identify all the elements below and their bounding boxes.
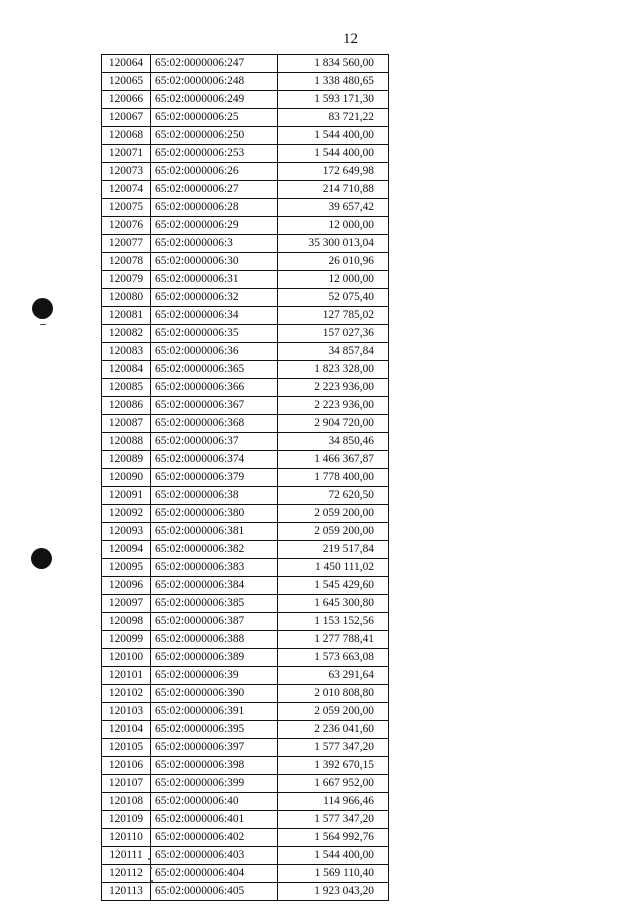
record-number-cell: 120088: [102, 433, 151, 451]
record-number-cell: 120107: [102, 775, 151, 793]
cadastral-number-cell: 65:02:0000006:29: [151, 217, 278, 235]
table-row: [102, 631, 389, 649]
scan-artifact: [151, 880, 153, 882]
cadastral-value-cell: 1 544 400,00: [278, 127, 389, 145]
cadastral-value-cell: 157 027,36: [278, 325, 389, 343]
record-number-cell: 120102: [102, 685, 151, 703]
cadastral-value-cell: 12 000,00: [278, 271, 389, 289]
cadastral-value-cell: 1 667 952,00: [278, 775, 389, 793]
record-number-cell: 120112: [102, 865, 151, 883]
record-number-cell: 120075: [102, 199, 151, 217]
cadastral-number-cell: 65:02:0000006:402: [151, 829, 278, 847]
cadastral-value-cell: 1 923 043,20: [278, 883, 389, 901]
cadastral-value-cell: 63 291,64: [278, 667, 389, 685]
cadastral-number-cell: 65:02:0000006:40: [151, 793, 278, 811]
cadastral-number-cell: 65:02:0000006:367: [151, 397, 278, 415]
table-row: [102, 55, 389, 73]
table-row: [102, 127, 389, 145]
record-number-cell: 120076: [102, 217, 151, 235]
cadastral-number-cell: 65:02:0000006:366: [151, 379, 278, 397]
cadastral-value-cell: 1 544 400,00: [278, 847, 389, 865]
record-number-cell: 120078: [102, 253, 151, 271]
cadastral-value-cell: 1 569 110,40: [278, 865, 389, 883]
punch-hole-bottom: [31, 548, 52, 569]
table-row: [102, 397, 389, 415]
cadastral-value-cell: 83 721,22: [278, 109, 389, 127]
table-row: [102, 865, 389, 883]
cadastral-number-cell: 65:02:0000006:365: [151, 361, 278, 379]
record-number-cell: 120077: [102, 235, 151, 253]
table-row: [102, 847, 389, 865]
cadastral-number-cell: 65:02:0000006:391: [151, 703, 278, 721]
record-number-cell: 120067: [102, 109, 151, 127]
cadastral-number-cell: 65:02:0000006:28: [151, 199, 278, 217]
table-row: [102, 757, 389, 775]
cadastral-value-cell: 1 450 111,02: [278, 559, 389, 577]
table-row: [102, 523, 389, 541]
table-row: [102, 181, 389, 199]
cadastral-value-cell: 1 834 560,00: [278, 55, 389, 73]
record-number-cell: 120109: [102, 811, 151, 829]
table-row: [102, 595, 389, 613]
cadastral-value-cell: 34 857,84: [278, 343, 389, 361]
record-number-cell: 120099: [102, 631, 151, 649]
record-number-cell: 120108: [102, 793, 151, 811]
table-row: [102, 415, 389, 433]
table-row: [102, 667, 389, 685]
table-row: [102, 775, 389, 793]
record-number-cell: 120100: [102, 649, 151, 667]
cadastral-value-cell: 114 966,46: [278, 793, 389, 811]
cadastral-value-cell: 127 785,02: [278, 307, 389, 325]
record-number-cell: 120106: [102, 757, 151, 775]
record-number-cell: 120105: [102, 739, 151, 757]
record-number-cell: 120097: [102, 595, 151, 613]
page-number: 12: [343, 31, 358, 47]
cadastral-number-cell: 65:02:0000006:34: [151, 307, 278, 325]
table-row: [102, 613, 389, 631]
cadastral-number-cell: 65:02:0000006:383: [151, 559, 278, 577]
table-row: [102, 451, 389, 469]
cadastral-number-cell: 65:02:0000006:35: [151, 325, 278, 343]
cadastral-number-cell: 65:02:0000006:398: [151, 757, 278, 775]
record-number-cell: 120083: [102, 343, 151, 361]
table-row: [102, 361, 389, 379]
record-number-cell: 120093: [102, 523, 151, 541]
cadastral-number-cell: 65:02:0000006:381: [151, 523, 278, 541]
record-number-cell: 120111: [102, 847, 151, 865]
cadastral-value-cell: 2 904 720,00: [278, 415, 389, 433]
cadastral-number-cell: 65:02:0000006:37: [151, 433, 278, 451]
table-row: [102, 649, 389, 667]
table-row: [102, 793, 389, 811]
cadastral-value-cell: 34 850,46: [278, 433, 389, 451]
cadastral-value-cell: 2 059 200,00: [278, 505, 389, 523]
cadastral-value-cell: 1 645 300,80: [278, 595, 389, 613]
cadastral-number-cell: 65:02:0000006:397: [151, 739, 278, 757]
record-number-cell: 120091: [102, 487, 151, 505]
table-row: [102, 811, 389, 829]
cadastral-value-cell: 2 059 200,00: [278, 703, 389, 721]
record-number-cell: 120095: [102, 559, 151, 577]
record-number-cell: 120082: [102, 325, 151, 343]
cadastral-value-cell: 1 573 663,08: [278, 649, 389, 667]
cadastral-value-cell: 2 059 200,00: [278, 523, 389, 541]
record-number-cell: 120081: [102, 307, 151, 325]
table-row: [102, 163, 389, 181]
cadastral-number-cell: 65:02:0000006:390: [151, 685, 278, 703]
cadastral-number-cell: 65:02:0000006:389: [151, 649, 278, 667]
cadastral-value-cell: 1 544 400,00: [278, 145, 389, 163]
cadastral-value-cell: 219 517,84: [278, 541, 389, 559]
cadastral-number-cell: 65:02:0000006:404: [151, 865, 278, 883]
cadastral-number-cell: 65:02:0000006:380: [151, 505, 278, 523]
table-row: [102, 685, 389, 703]
cadastral-number-cell: 65:02:0000006:388: [151, 631, 278, 649]
cadastral-value-cell: 1 545 429,60: [278, 577, 389, 595]
cadastral-number-cell: 65:02:0000006:405: [151, 883, 278, 901]
table-row: [102, 739, 389, 757]
cadastral-value-cell: 2 236 041,60: [278, 721, 389, 739]
cadastral-value-cell: 1 577 347,20: [278, 811, 389, 829]
cadastral-number-cell: 65:02:0000006:385: [151, 595, 278, 613]
cadastral-number-cell: 65:02:0000006:248: [151, 73, 278, 91]
cadastral-number-cell: 65:02:0000006:25: [151, 109, 278, 127]
cadastral-value-cell: 26 010,96: [278, 253, 389, 271]
cadastral-value-cell: 1 277 788,41: [278, 631, 389, 649]
table-row: [102, 325, 389, 343]
record-number-cell: 120094: [102, 541, 151, 559]
record-number-cell: 120113: [102, 883, 151, 901]
table-row: [102, 379, 389, 397]
cadastral-number-cell: 65:02:0000006:384: [151, 577, 278, 595]
table-body: [102, 55, 389, 901]
cadastral-number-cell: 65:02:0000006:3: [151, 235, 278, 253]
table-row: [102, 289, 389, 307]
cadastral-value-cell: 35 300 013,04: [278, 235, 389, 253]
cadastral-value-cell: 1 823 328,00: [278, 361, 389, 379]
record-number-cell: 120074: [102, 181, 151, 199]
table-row: [102, 343, 389, 361]
table-row: [102, 559, 389, 577]
record-number-cell: 120092: [102, 505, 151, 523]
table-row: [102, 307, 389, 325]
cadastral-number-cell: 65:02:0000006:253: [151, 145, 278, 163]
table-row: [102, 235, 389, 253]
table-row: [102, 703, 389, 721]
cadastral-value-cell: 2 223 936,00: [278, 379, 389, 397]
punch-hole-top: [32, 298, 53, 319]
table-row: [102, 91, 389, 109]
table-row: [102, 505, 389, 523]
table-row: [102, 829, 389, 847]
table-row: [102, 487, 389, 505]
record-number-cell: 120065: [102, 73, 151, 91]
cadastral-number-cell: 65:02:0000006:382: [151, 541, 278, 559]
cadastral-number-cell: 65:02:0000006:249: [151, 91, 278, 109]
record-number-cell: 120079: [102, 271, 151, 289]
record-number-cell: 120098: [102, 613, 151, 631]
table-row: [102, 721, 389, 739]
cadastral-value-cell: 1 466 367,87: [278, 451, 389, 469]
scan-artifact: [148, 858, 150, 860]
record-number-cell: 120101: [102, 667, 151, 685]
scan-artifact: [40, 324, 46, 325]
record-number-cell: 120096: [102, 577, 151, 595]
record-number-cell: 120085: [102, 379, 151, 397]
record-number-cell: 120064: [102, 55, 151, 73]
cadastral-value-cell: 1 338 480,65: [278, 73, 389, 91]
cadastral-value-cell: 1 153 152,56: [278, 613, 389, 631]
table-row: [102, 433, 389, 451]
record-number-cell: 120090: [102, 469, 151, 487]
table-row: [102, 253, 389, 271]
cadastral-number-cell: 65:02:0000006:27: [151, 181, 278, 199]
record-number-cell: 120066: [102, 91, 151, 109]
cadastral-value-cell: 12 000,00: [278, 217, 389, 235]
table-row: [102, 109, 389, 127]
cadastral-value-cell: 39 657,42: [278, 199, 389, 217]
table-row: [102, 217, 389, 235]
cadastral-value-cell: 1 577 347,20: [278, 739, 389, 757]
cadastral-number-cell: 65:02:0000006:38: [151, 487, 278, 505]
cadastral-value-cell: 1 392 670,15: [278, 757, 389, 775]
table-row: [102, 271, 389, 289]
table-row: [102, 883, 389, 901]
cadastral-value-cell: 72 620,50: [278, 487, 389, 505]
cadastral-number-cell: 65:02:0000006:39: [151, 667, 278, 685]
cadastral-value-cell: 1 564 992,76: [278, 829, 389, 847]
cadastral-number-cell: 65:02:0000006:31: [151, 271, 278, 289]
table-row: [102, 469, 389, 487]
table-row: [102, 541, 389, 559]
cadastral-number-cell: 65:02:0000006:32: [151, 289, 278, 307]
cadastral-number-cell: 65:02:0000006:401: [151, 811, 278, 829]
cadastral-number-cell: 65:02:0000006:247: [151, 55, 278, 73]
record-number-cell: 120073: [102, 163, 151, 181]
record-number-cell: 120086: [102, 397, 151, 415]
cadastral-value-cell: 214 710,88: [278, 181, 389, 199]
record-number-cell: 120089: [102, 451, 151, 469]
record-number-cell: 120084: [102, 361, 151, 379]
record-number-cell: 120103: [102, 703, 151, 721]
table-row: [102, 199, 389, 217]
cadastral-number-cell: 65:02:0000006:403: [151, 847, 278, 865]
cadastral-value-cell: 1 778 400,00: [278, 469, 389, 487]
record-number-cell: 120104: [102, 721, 151, 739]
cadastral-value-cell: 2 223 936,00: [278, 397, 389, 415]
cadastral-value-cell: 172 649,98: [278, 163, 389, 181]
cadastral-number-cell: 65:02:0000006:250: [151, 127, 278, 145]
cadastral-number-cell: 65:02:0000006:395: [151, 721, 278, 739]
cadastral-value-table: [101, 54, 389, 901]
record-number-cell: 120087: [102, 415, 151, 433]
cadastral-number-cell: 65:02:0000006:368: [151, 415, 278, 433]
record-number-cell: 120080: [102, 289, 151, 307]
scan-artifact: [150, 867, 152, 869]
record-number-cell: 120071: [102, 145, 151, 163]
cadastral-value-cell: 1 593 171,30: [278, 91, 389, 109]
table-row: [102, 73, 389, 91]
cadastral-number-cell: 65:02:0000006:399: [151, 775, 278, 793]
cadastral-number-cell: 65:02:0000006:26: [151, 163, 278, 181]
cadastral-number-cell: 65:02:0000006:374: [151, 451, 278, 469]
cadastral-number-cell: 65:02:0000006:387: [151, 613, 278, 631]
table-row: [102, 577, 389, 595]
cadastral-number-cell: 65:02:0000006:36: [151, 343, 278, 361]
cadastral-value-cell: 2 010 808,80: [278, 685, 389, 703]
cadastral-number-cell: 65:02:0000006:379: [151, 469, 278, 487]
record-number-cell: 120110: [102, 829, 151, 847]
table-row: [102, 145, 389, 163]
cadastral-value-cell: 52 075,40: [278, 289, 389, 307]
cadastral-number-cell: 65:02:0000006:30: [151, 253, 278, 271]
record-number-cell: 120068: [102, 127, 151, 145]
